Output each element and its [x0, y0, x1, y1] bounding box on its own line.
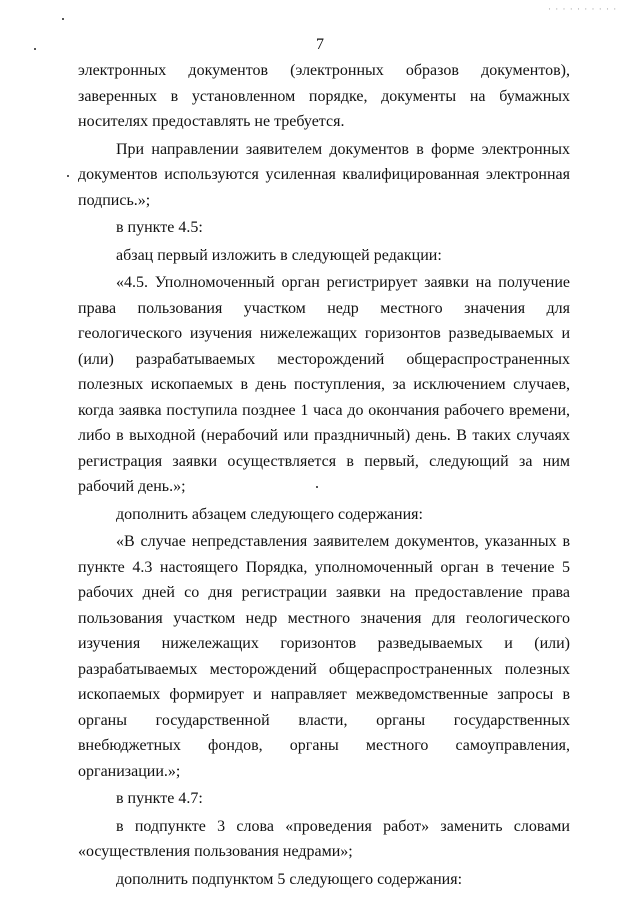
paragraph: «4.5. Уполномоченный орган регистрирует заявки на получение права пользования участком недр местного значения для геологического изучения нижележащих горизонтов разведываемых и (или) разрабатываемых месторождений общераспространенных полезных ископаемых в день поступления, за исключением случаев, когда заявка поступила позднее 1 часа до окончания рабочего времени, либо в выходной (нерабочий или праздничный) день. В таких случаях регистрация заявки осуществляется в первый, следующий за ним рабочий день.»; — [78, 274, 570, 495]
paragraph: в пункте 4.7: — [116, 790, 203, 807]
scan-corner-marks: · · · · · · · · · · — [548, 4, 618, 14]
scan-speck-left — [67, 175, 69, 177]
paragraph: в подпункте 3 слова «проведения работ» заменить словами «осуществления пользования недрами»; — [78, 817, 570, 860]
page-number: 7 — [316, 36, 324, 53]
paragraph: дополнить абзацем следующего содержания: — [116, 505, 423, 523]
paragraph: электронных документов (электронных образов документов), заверенных в установленном порядке, документы на бумажных носителях предоставлять не требуется. — [78, 62, 570, 130]
scan-speck-top — [62, 18, 64, 20]
paragraph: «В случае непредставления заявителем документов, указанных в пункте 4.3 настоящего Порядка, уполномоченный орган в течение 5 рабочих дней со дня регистрации заявки на предоставление права пользования участком недр местного значения для геологического изучения нижележащих горизонтов разведываемых и (или) разрабатываемых месторождений общераспространенных полезных ископаемых формирует и направляет межведомственные запросы в органы государственной власти, органы государственных внебюджетных фондов, органы местного самоуправления, организации.»; — [78, 533, 570, 780]
paragraph: в пункте 4.5: — [116, 219, 203, 236]
paragraph: При направлении заявителем документов в форме электронных документов используются усиленная квалифицированная электронная подпись.»; — [78, 140, 570, 209]
document-body — [78, 58, 570, 892]
paragraph: дополнить подпунктом 5 следующего содержания: — [116, 870, 463, 888]
paragraph: абзац первый изложить в следующей редакции: — [116, 246, 442, 264]
